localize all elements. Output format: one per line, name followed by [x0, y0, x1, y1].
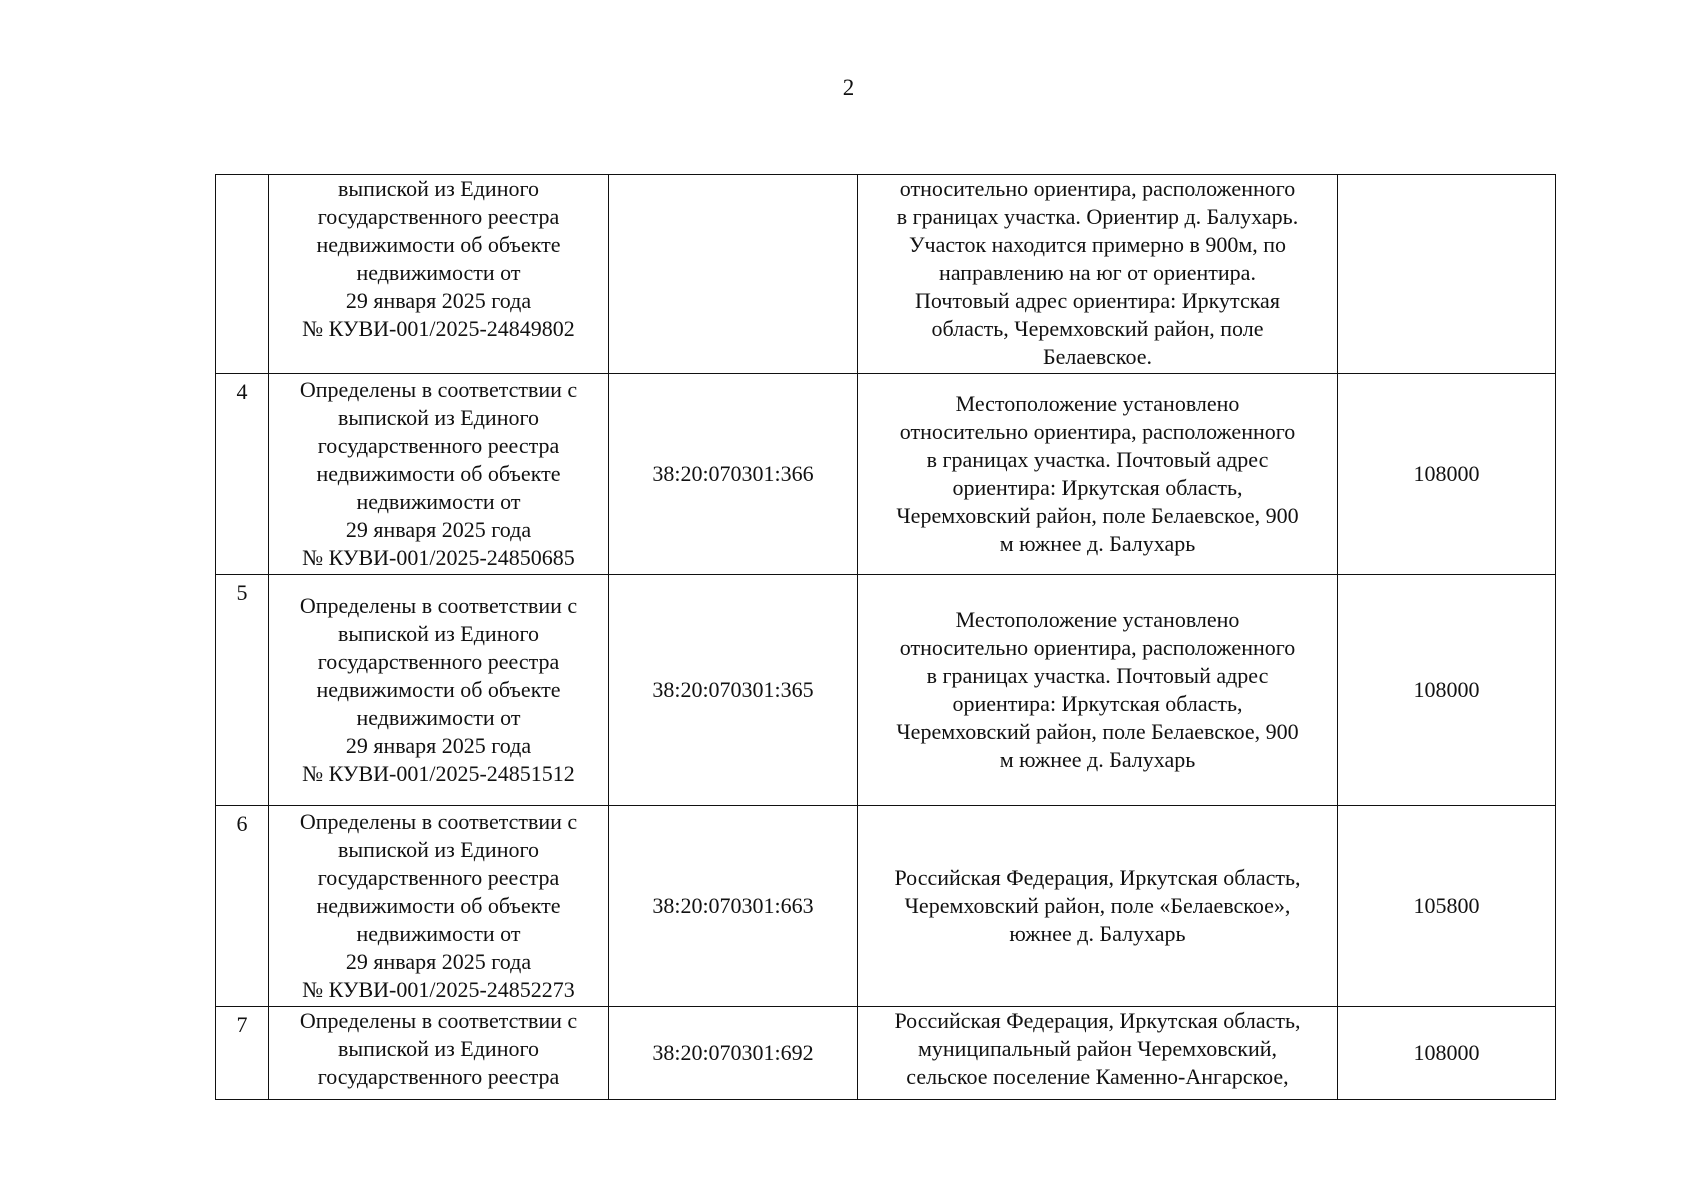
- table-row: [216, 806, 1556, 1007]
- row-number-cell: 4: [216, 374, 269, 575]
- area-cell: [1338, 175, 1556, 374]
- row-number-cell: [216, 175, 269, 374]
- area-cell: 105800: [1338, 806, 1556, 1007]
- basis-cell: Определены в соответствии с выпиской из Единого государственного реестра: [269, 1007, 609, 1100]
- area-cell: 108000: [1338, 575, 1556, 806]
- basis-cell: Определены в соответствии с выпиской из Единого государственного реестра недвижимости об объекте недвижимости от 29 января 2025 года № КУВИ-001/2025-24851512: [269, 575, 609, 806]
- location-cell: относительно ориентира, расположенного в границах участка. Ориентир д. Балухарь. Участок находится примерно в 900м, по направлению на юг от ориентира. Почтовый адрес ориентира: Иркутская область, Черемховский район, поле Белаевское.: [858, 175, 1338, 374]
- location-cell: Российская Федерация, Иркутская область, Черемховский район, поле «Белаевское», южнее д. Балухарь: [858, 806, 1338, 1007]
- cadastral-number-cell: 38:20:070301:366: [609, 374, 858, 575]
- table-row-continuation: [216, 175, 1556, 374]
- location-cell: Российская Федерация, Иркутская область, муниципальный район Черемховский, сельское поселение Каменно-Ангарское,: [858, 1007, 1338, 1100]
- basis-cell: Определены в соответствии с выпиской из Единого государственного реестра недвижимости об объекте недвижимости от 29 января 2025 года № КУВИ-001/2025-24850685: [269, 374, 609, 575]
- row-number-cell: 5: [216, 575, 269, 806]
- table-row: [216, 374, 1556, 575]
- page-number: 2: [842, 75, 855, 100]
- area-cell: 108000: [1338, 374, 1556, 575]
- cadastral-number-cell: 38:20:070301:663: [609, 806, 858, 1007]
- table-row: [216, 575, 1556, 806]
- row-number-cell: 6: [216, 806, 269, 1007]
- cadastral-number-cell: [609, 175, 858, 374]
- land-plots-table: [215, 174, 1556, 1100]
- table-row: [216, 1007, 1556, 1100]
- cadastral-number-cell: 38:20:070301:692: [609, 1007, 858, 1100]
- row-number-cell: 7: [216, 1007, 269, 1100]
- location-cell: Местоположение установлено относительно ориентира, расположенного в границах участка. Почтовый адрес ориентира: Иркутская область, Черемховский район, поле Белаевское, 900 м южнее д. Балухарь: [858, 374, 1338, 575]
- basis-cell: Определены в соответствии с выпиской из Единого государственного реестра недвижимости об объекте недвижимости от 29 января 2025 года № КУВИ-001/2025-24852273: [269, 806, 609, 1007]
- location-cell: Местоположение установлено относительно ориентира, расположенного в границах участка. Почтовый адрес ориентира: Иркутская область, Черемховский район, поле Белаевское, 900 м южнее д. Балухарь: [858, 575, 1338, 806]
- basis-cell: выпиской из Единого государственного реестра недвижимости об объекте недвижимости от 29 января 2025 года № КУВИ-001/2025-24849802: [269, 175, 609, 374]
- cadastral-number-cell: 38:20:070301:365: [609, 575, 858, 806]
- area-cell: 108000: [1338, 1007, 1556, 1100]
